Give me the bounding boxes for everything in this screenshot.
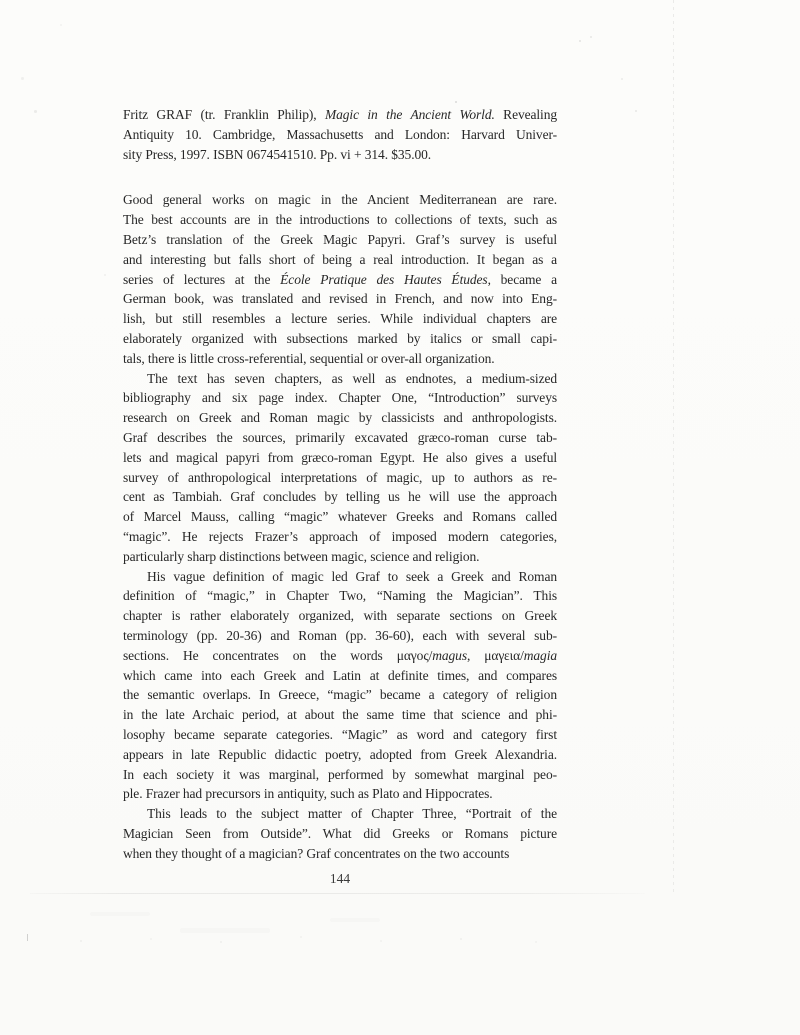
scan-speck <box>220 941 222 943</box>
text-segment: The text has seven chapters, as well as endnotes, a medium-sized <box>147 370 557 386</box>
text-line <box>123 606 557 626</box>
text-segment: sity Press, 1997. ISBN 0674541510. Pp. vi + 314. $35.00. <box>123 146 432 162</box>
text-segment: terminology (pp. 20-36) and Roman (pp. 36-60), each with several sub- <box>123 627 557 643</box>
scan-speck <box>621 78 623 80</box>
text-line <box>123 844 557 864</box>
text-line <box>123 408 557 428</box>
text-segment: survey of anthropological interpretations of magic, up to authors as re- <box>123 469 557 485</box>
text-segment: elaborately organized with subsections marked by italics or small capi- <box>123 330 557 346</box>
scan-speck <box>535 941 537 943</box>
text-segment: In each society it was marginal, performed by somewhat marginal peo- <box>123 766 557 782</box>
text-line <box>123 270 557 290</box>
page-number: 144 <box>329 871 351 886</box>
text-segment: and interesting but falls short of being a real introduction. It began as a <box>123 251 557 267</box>
paragraph <box>123 567 557 805</box>
text-segment: Revealing <box>494 107 558 122</box>
text-line <box>123 210 557 230</box>
scan-speck <box>579 40 581 42</box>
text-segment: series of lectures at the <box>123 271 281 287</box>
italic-text-segment: magus <box>432 647 467 663</box>
scan-speck <box>150 938 152 940</box>
scan-speck <box>104 274 106 276</box>
text-segment: tals, there is little cross-referential, sequential or over-all organization. <box>123 350 495 366</box>
text-line <box>123 329 557 349</box>
italic-text-segment: Magic in the Ancient World. <box>324 107 495 122</box>
text-line <box>123 705 557 725</box>
text-line <box>123 646 557 666</box>
review-body-text <box>123 190 557 863</box>
text-segment: “magic”. He rejects Frazer’s approach of imposed modern categories, <box>123 528 557 544</box>
text-line <box>123 289 557 309</box>
text-segment: lets and magical papyri from græco-roman Egypt. He also gives a useful <box>123 449 557 465</box>
text-line <box>123 105 557 125</box>
text-segment: Magician Seen from Outside”. What did Greeks or Romans picture <box>123 825 557 841</box>
text-line <box>123 250 557 270</box>
text-segment: which came into each Greek and Latin at definite times, and compares <box>123 667 557 683</box>
citation-block <box>123 105 557 164</box>
text-segment: Good general works on magic in the Ancient Mediterranean are rare. <box>123 192 557 208</box>
text-line <box>123 230 557 250</box>
text-segment: lish, but still resembles a lecture series. While individual chapters are <box>123 311 557 327</box>
scan-speck <box>34 110 37 113</box>
text-line <box>123 586 557 606</box>
scan-speck <box>300 936 302 938</box>
text-segment: bibliography and six page index. Chapter One, “Introduction” surveys <box>123 390 557 406</box>
text-line <box>123 666 557 686</box>
text-segment: sections. He concentrates on the words μαγος/ <box>123 647 433 663</box>
text-line <box>123 527 557 547</box>
text-line <box>123 804 557 824</box>
text-segment: when they thought of a magician? Graf concentrates on the two accounts <box>123 845 510 861</box>
italic-text-segment: magia <box>523 647 558 663</box>
text-line <box>123 685 557 705</box>
text-line <box>123 487 557 507</box>
text-line <box>123 547 557 567</box>
text-segment: research on Greek and Roman magic by classicists and anthropologists. <box>123 410 557 426</box>
text-line <box>123 765 557 785</box>
text-segment: Graf describes the sources, primarily excavated græco-roman curse tab- <box>123 429 557 445</box>
text-segment: of Marcel Mauss, calling “magic” whatever Greeks and Romans called <box>123 509 557 525</box>
text-segment: Betz’s translation of the Greek Magic Papyri. Graf’s survey is useful <box>123 231 557 247</box>
text-segment: appears in late Republic didactic poetry, adopted from Greek Alexandria. <box>123 746 557 762</box>
text-line <box>123 784 557 804</box>
text-line <box>123 388 557 408</box>
scan-speck <box>460 938 462 940</box>
paragraph <box>123 804 557 863</box>
scan-smudge <box>90 912 150 916</box>
paragraph <box>123 190 557 368</box>
text-segment: Fritz GRAF (tr. Franklin Philip), <box>123 107 325 122</box>
scan-speck <box>380 940 382 942</box>
text-segment: The best accounts are in the introductions to collections of texts, such as <box>123 212 557 228</box>
paragraph <box>123 369 557 567</box>
text-segment: German book, was translated and revised in French, and now into Eng- <box>123 291 557 307</box>
scan-seam-vertical <box>673 0 674 892</box>
scan-smudge <box>330 918 380 922</box>
text-segment: His vague definition of magic led Graf to seek a Greek and Roman <box>147 568 557 584</box>
text-segment: Antiquity 10. Cambridge, Massachusetts and London: Harvard Univer- <box>123 126 557 142</box>
scan-speck <box>80 940 82 942</box>
text-line <box>123 507 557 527</box>
text-segment: ple. Frazer had precursors in antiquity, such as Plato and Hippocrates. <box>123 786 493 802</box>
text-segment: cent as Tambiah. Graf concludes by telling us he will use the approach <box>123 489 557 505</box>
text-line <box>123 190 557 210</box>
text-segment: losophy became separate categories. “Magic” as word and category first <box>123 726 557 742</box>
scan-speck <box>635 110 637 112</box>
text-line <box>123 145 557 165</box>
text-line <box>123 428 557 448</box>
text-line <box>123 824 557 844</box>
text-line <box>123 125 557 145</box>
text-line <box>123 468 557 488</box>
text-line <box>123 309 557 329</box>
text-segment: chapter is rather elaborately organized, with separate sections on Greek <box>123 608 557 624</box>
text-line <box>123 369 557 389</box>
text-line <box>123 349 557 369</box>
text-line <box>123 745 557 765</box>
text-segment: , μαγεια/ <box>467 647 524 663</box>
text-segment: , became a <box>487 271 557 287</box>
text-segment: the semantic overlaps. In Greece, “magic” became a category of religion <box>123 687 557 703</box>
text-line <box>123 567 557 587</box>
scan-speck <box>455 101 457 103</box>
text-segment: particularly sharp distinctions between magic, science and religion. <box>123 548 480 564</box>
scan-smudge <box>180 928 270 933</box>
scan-seam-horizontal <box>30 893 645 894</box>
text-segment: This leads to the subject matter of Chapter Three, “Portrait of the <box>147 806 557 822</box>
text-segment: in the late Archaic period, at about the same time that science and phi- <box>123 707 557 723</box>
scan-speck <box>60 24 62 26</box>
text-line <box>123 725 557 745</box>
text-line <box>123 448 557 468</box>
text-segment: definition of “magic,” in Chapter Two, “Naming the Magician”. This <box>123 588 557 604</box>
text-block <box>123 105 557 863</box>
italic-text-segment: École Pratique des Hautes Études <box>280 271 488 287</box>
scan-speck <box>21 77 24 80</box>
scan-speck <box>27 934 28 941</box>
scan-speck <box>590 36 592 38</box>
text-line <box>123 626 557 646</box>
